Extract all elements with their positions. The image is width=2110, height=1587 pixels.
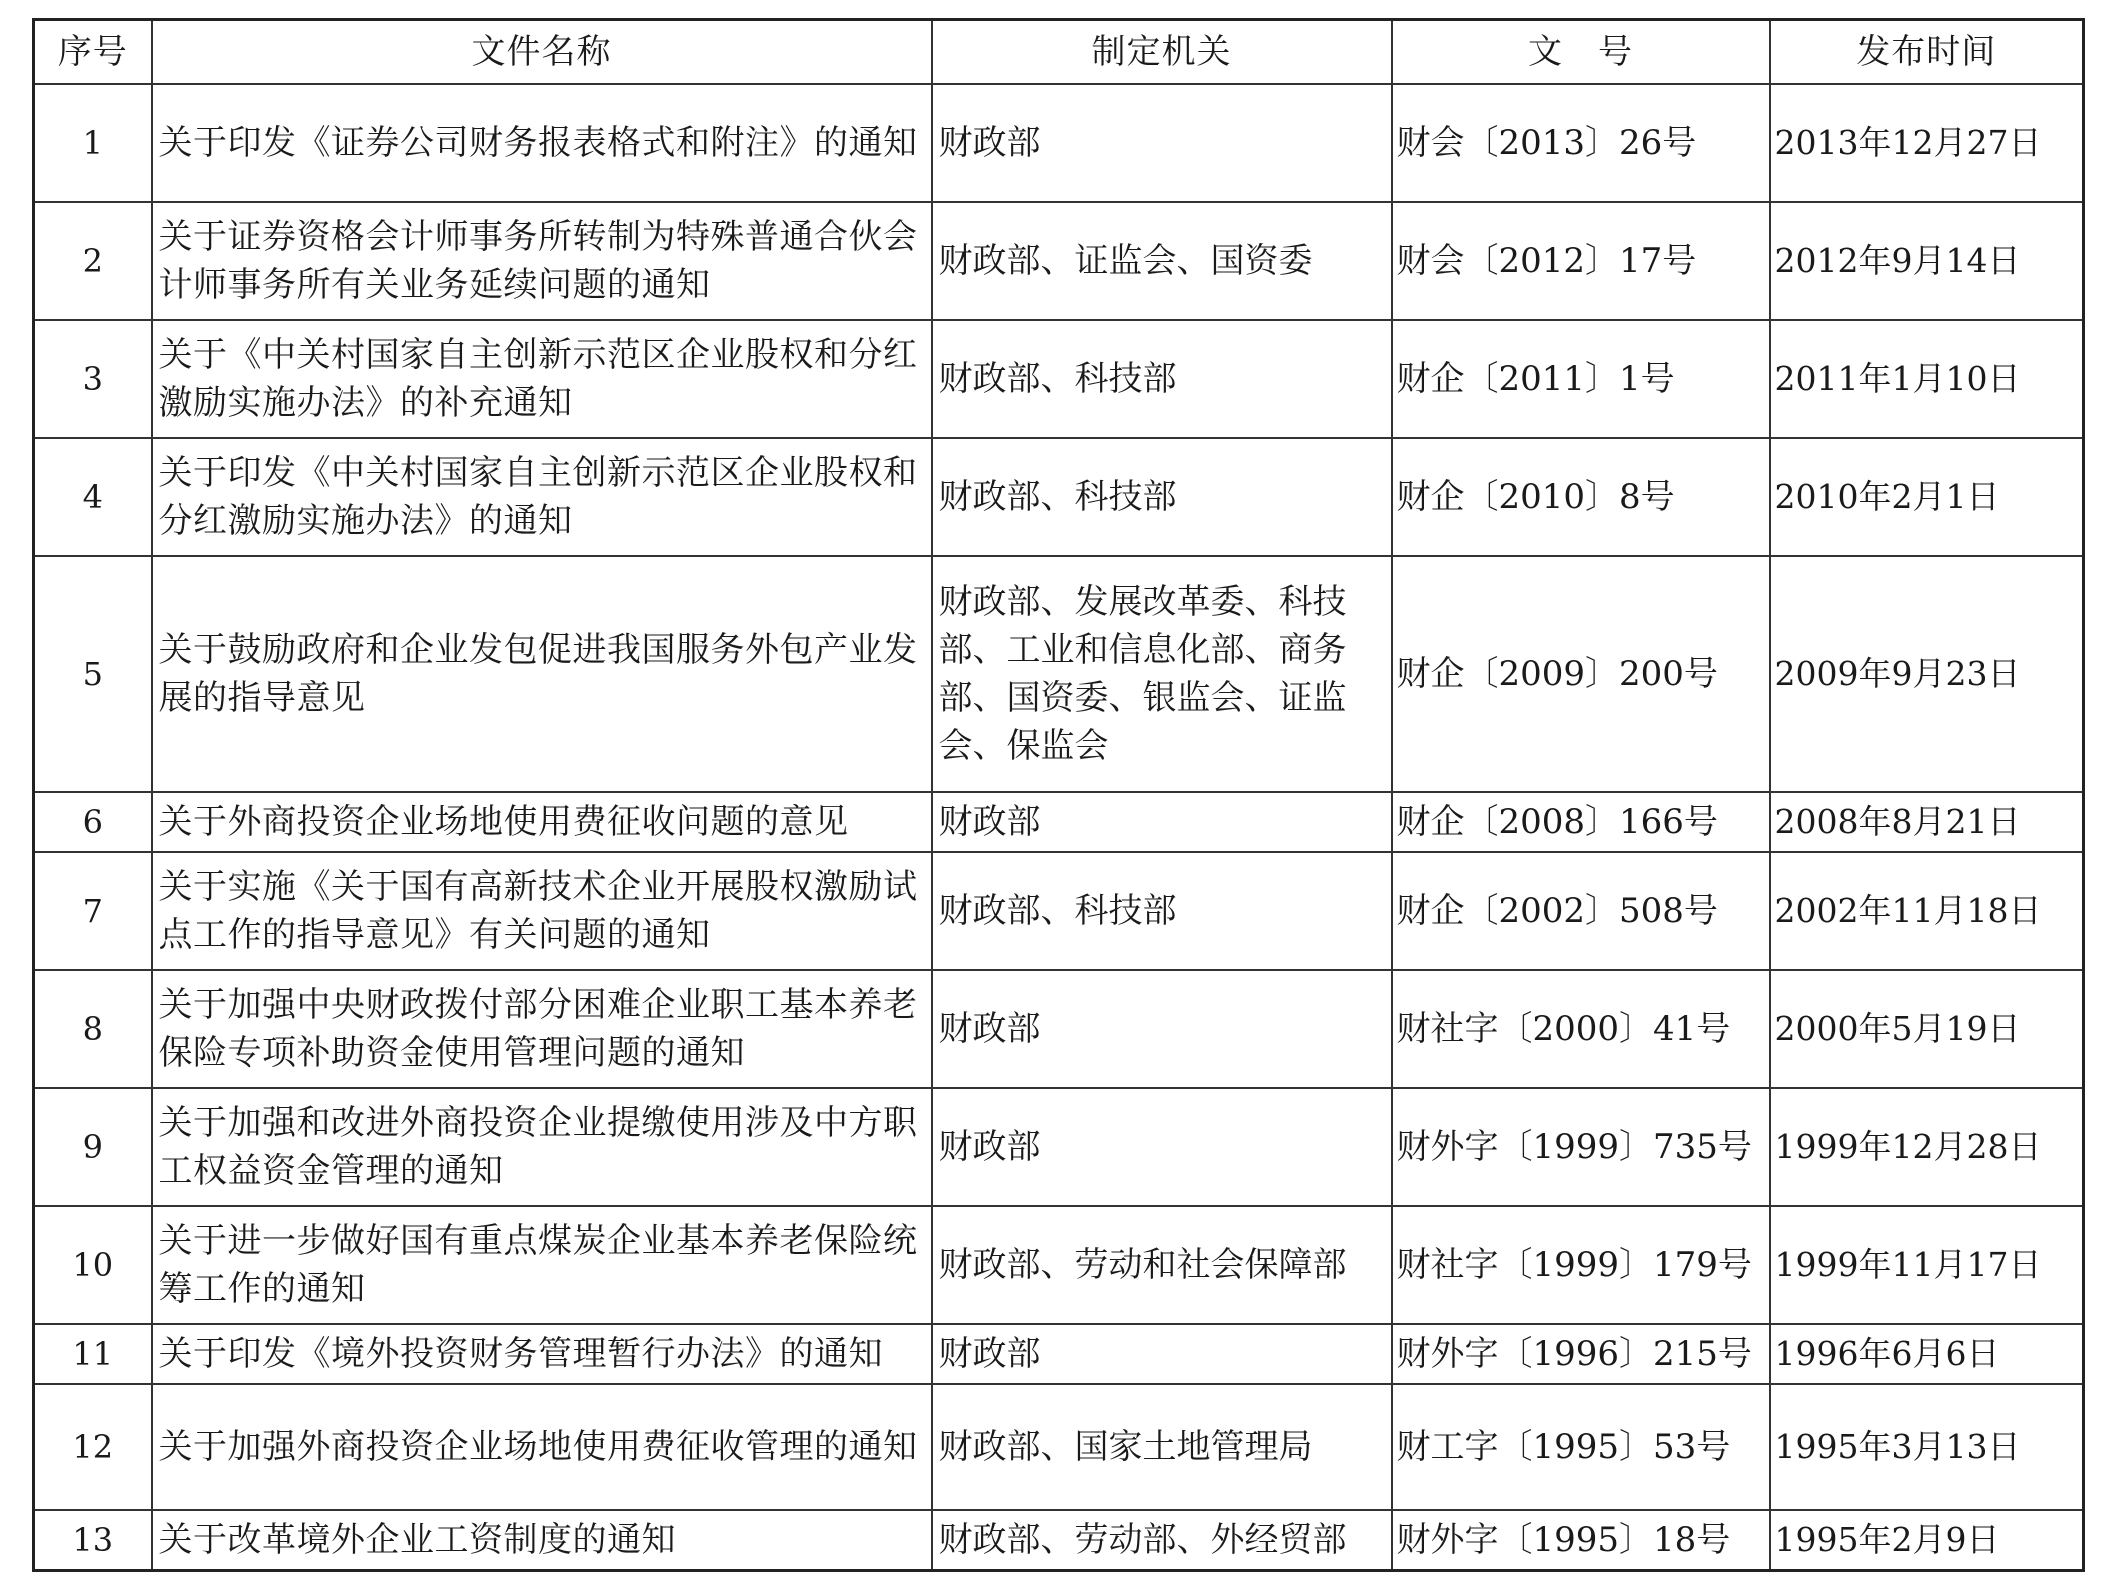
table-header-row — [34, 20, 2084, 85]
cell-name: 关于进一步做好国有重点煤炭企业基本养老保险统筹工作的通知 — [152, 1206, 932, 1324]
cell-num: 财外字〔1999〕735号 — [1392, 1088, 1770, 1206]
cell-no: 3 — [34, 320, 152, 438]
table-row — [34, 1384, 2084, 1510]
cell-org: 财政部、科技部 — [932, 438, 1392, 556]
cell-no: 4 — [34, 438, 152, 556]
cell-org: 财政部、科技部 — [932, 320, 1392, 438]
table-row — [34, 1088, 2084, 1206]
cell-date: 2002年11月18日 — [1770, 852, 2084, 970]
table-row — [34, 970, 2084, 1088]
cell-date: 2013年12月27日 — [1770, 84, 2084, 202]
cell-org: 财政部 — [932, 970, 1392, 1088]
cell-num: 财会〔2012〕17号 — [1392, 202, 1770, 320]
table-row — [34, 1510, 2084, 1570]
cell-no: 1 — [34, 84, 152, 202]
cell-name: 关于外商投资企业场地使用费征收问题的意见 — [152, 792, 932, 852]
cell-num: 财企〔2008〕166号 — [1392, 792, 1770, 852]
cell-date: 1995年2月9日 — [1770, 1510, 2084, 1570]
cell-num: 财企〔2010〕8号 — [1392, 438, 1770, 556]
cell-no: 8 — [34, 970, 152, 1088]
cell-org: 财政部、证监会、国资委 — [932, 202, 1392, 320]
cell-no: 11 — [34, 1324, 152, 1384]
cell-date: 2000年5月19日 — [1770, 970, 2084, 1088]
cell-no: 6 — [34, 792, 152, 852]
cell-num: 财外字〔1996〕215号 — [1392, 1324, 1770, 1384]
cell-org: 财政部 — [932, 792, 1392, 852]
cell-no: 9 — [34, 1088, 152, 1206]
cell-name: 关于证券资格会计师事务所转制为特殊普通合伙会计师事务所有关业务延续问题的通知 — [152, 202, 932, 320]
cell-org: 财政部、劳动部、外经贸部 — [932, 1510, 1392, 1570]
cell-name: 关于加强中央财政拨付部分困难企业职工基本养老保险专项补助资金使用管理问题的通知 — [152, 970, 932, 1088]
cell-name: 关于加强外商投资企业场地使用费征收管理的通知 — [152, 1384, 932, 1510]
cell-num: 财企〔2009〕200号 — [1392, 556, 1770, 792]
cell-name: 关于加强和改进外商投资企业提缴使用涉及中方职工权益资金管理的通知 — [152, 1088, 932, 1206]
document-table-container — [32, 18, 2082, 1572]
cell-no: 10 — [34, 1206, 152, 1324]
cell-num: 财工字〔1995〕53号 — [1392, 1384, 1770, 1510]
cell-name: 关于印发《境外投资财务管理暂行办法》的通知 — [152, 1324, 932, 1384]
cell-date: 2008年8月21日 — [1770, 792, 2084, 852]
cell-no: 13 — [34, 1510, 152, 1570]
table-row — [34, 438, 2084, 556]
cell-no: 5 — [34, 556, 152, 792]
cell-org: 财政部 — [932, 84, 1392, 202]
header-num: 文 号 — [1392, 20, 1770, 85]
table-row — [34, 556, 2084, 792]
table-row — [34, 320, 2084, 438]
cell-date: 2012年9月14日 — [1770, 202, 2084, 320]
cell-date: 2009年9月23日 — [1770, 556, 2084, 792]
cell-name: 关于印发《证券公司财务报表格式和附注》的通知 — [152, 84, 932, 202]
cell-name: 关于《中关村国家自主创新示范区企业股权和分红激励实施办法》的补充通知 — [152, 320, 932, 438]
cell-org: 财政部、科技部 — [932, 852, 1392, 970]
cell-date: 1999年12月28日 — [1770, 1088, 2084, 1206]
table-row — [34, 84, 2084, 202]
cell-num: 财企〔2002〕508号 — [1392, 852, 1770, 970]
cell-no: 2 — [34, 202, 152, 320]
cell-org: 财政部 — [932, 1088, 1392, 1206]
cell-no: 12 — [34, 1384, 152, 1510]
cell-name: 关于印发《中关村国家自主创新示范区企业股权和分红激励实施办法》的通知 — [152, 438, 932, 556]
header-date: 发布时间 — [1770, 20, 2084, 85]
header-no: 序号 — [34, 20, 152, 85]
cell-org: 财政部、劳动和社会保障部 — [932, 1206, 1392, 1324]
cell-org: 财政部、国家土地管理局 — [932, 1384, 1392, 1510]
table-row — [34, 202, 2084, 320]
cell-date: 1999年11月17日 — [1770, 1206, 2084, 1324]
header-name: 文件名称 — [152, 20, 932, 85]
cell-date: 1996年6月6日 — [1770, 1324, 2084, 1384]
cell-date: 2010年2月1日 — [1770, 438, 2084, 556]
cell-num: 财社字〔1999〕179号 — [1392, 1206, 1770, 1324]
table-row — [34, 1206, 2084, 1324]
cell-date: 1995年3月13日 — [1770, 1384, 2084, 1510]
table-row — [34, 852, 2084, 970]
cell-num: 财外字〔1995〕18号 — [1392, 1510, 1770, 1570]
regulation-table — [32, 18, 2085, 1572]
cell-date: 2011年1月10日 — [1770, 320, 2084, 438]
cell-num: 财社字〔2000〕41号 — [1392, 970, 1770, 1088]
cell-org: 财政部 — [932, 1324, 1392, 1384]
table-row — [34, 792, 2084, 852]
cell-name: 关于改革境外企业工资制度的通知 — [152, 1510, 932, 1570]
cell-name: 关于鼓励政府和企业发包促进我国服务外包产业发展的指导意见 — [152, 556, 932, 792]
cell-num: 财企〔2011〕1号 — [1392, 320, 1770, 438]
cell-name: 关于实施《关于国有高新技术企业开展股权激励试点工作的指导意见》有关问题的通知 — [152, 852, 932, 970]
header-org: 制定机关 — [932, 20, 1392, 85]
cell-org: 财政部、发展改革委、科技部、工业和信息化部、商务部、国资委、银监会、证监会、保监会 — [932, 556, 1392, 792]
table-row — [34, 1324, 2084, 1384]
cell-no: 7 — [34, 852, 152, 970]
cell-num: 财会〔2013〕26号 — [1392, 84, 1770, 202]
